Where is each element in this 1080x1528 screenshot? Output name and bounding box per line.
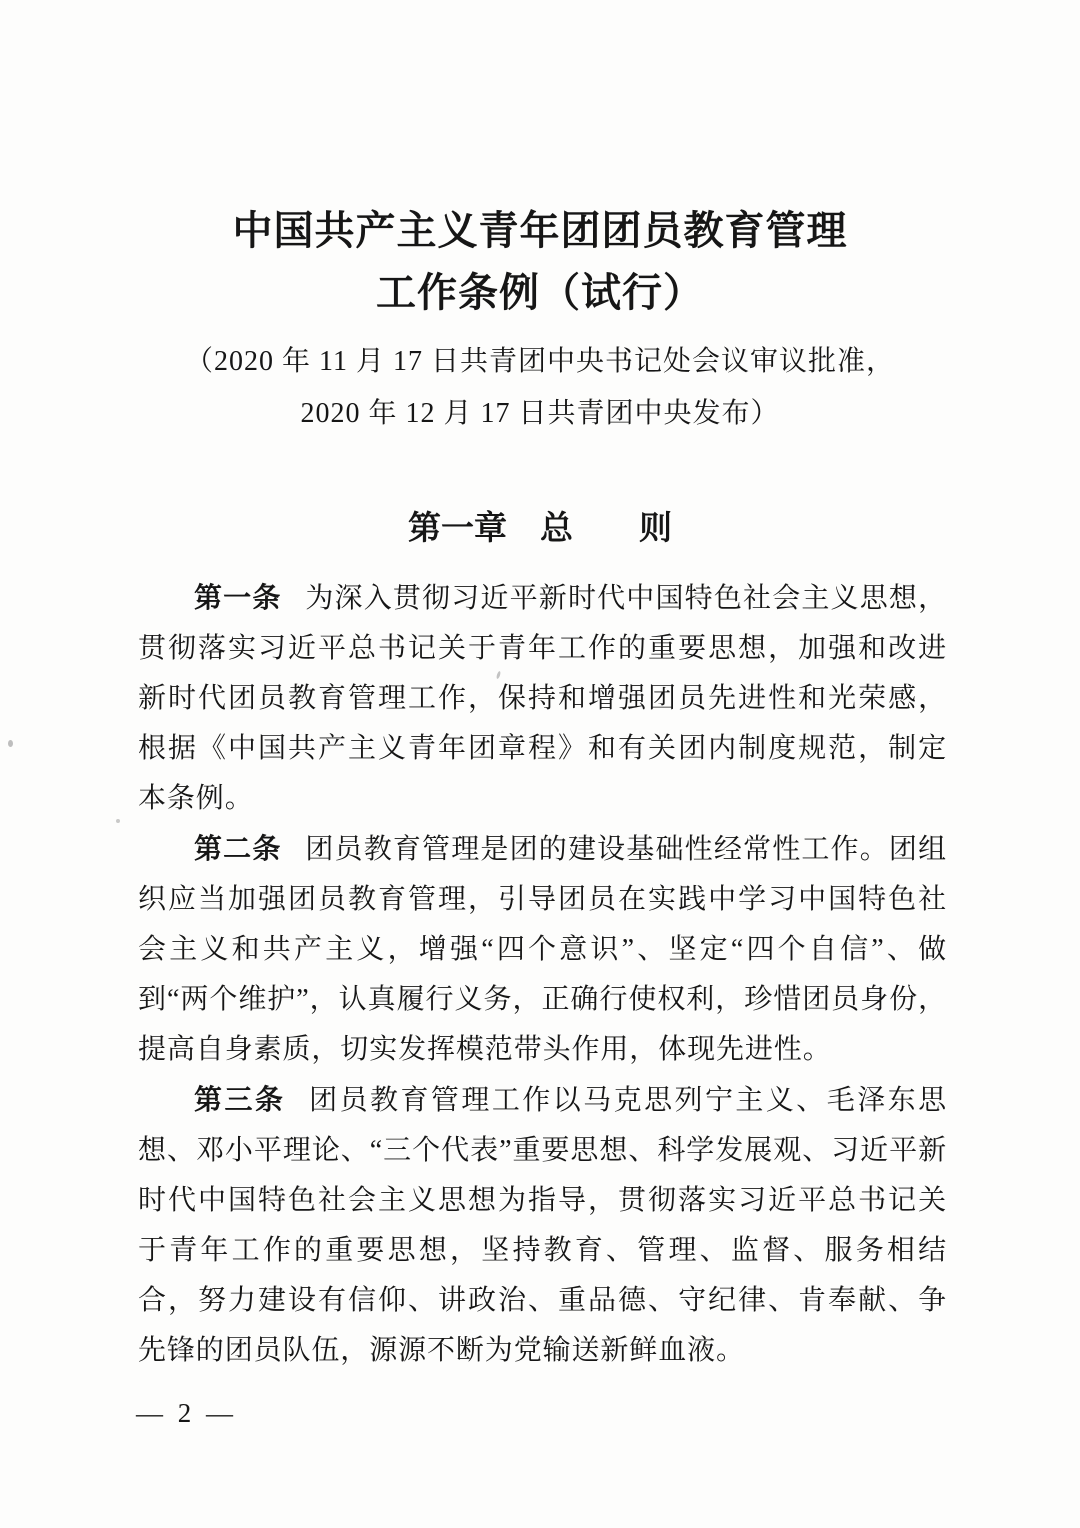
approval-note bbox=[0, 336, 1080, 440]
scan-artifact bbox=[8, 740, 13, 747]
article-number-label: 第三条 bbox=[194, 1083, 286, 1116]
chapter-heading: 第一章 总 则 bbox=[408, 508, 672, 547]
article-text: 团员教育管理是团的建设基础性经常性工作。团组织应当加强团员教育管理，引导团员在实践中学习中国特色社会主义和共产主义，增强“四个意识”、坚定“四个自信”、做到“两个维护”，认真履行义务，正确行使权利，珍惜团员身份，提高自身素质，切实发挥模范带头作用，体现先进性。 bbox=[138, 834, 947, 1065]
scan-artifact bbox=[116, 819, 120, 823]
approval-note-line1: （2020 年 11 月 17 日共青团中央书记处会议审议批准， bbox=[185, 346, 895, 377]
document-title-line2: 工作条例（试行） bbox=[376, 269, 704, 316]
document-body bbox=[138, 573, 947, 1376]
article-text: 为深入贯彻习近平新时代中国特色社会主义思想，贯彻落实习近平总书记关于青年工作的重要思想，加强和改进新时代团员教育管理工作，保持和增强团员先进性和光荣感，根据《中国共产主义青年团章程》和有关团内制度规范，制定本条例。 bbox=[138, 583, 947, 814]
article-paragraph bbox=[138, 824, 947, 1075]
article-number-label: 第二条 bbox=[194, 832, 282, 865]
document-title-line1: 中国共产主义青年团团员教育管理 bbox=[232, 207, 848, 254]
document-title bbox=[0, 200, 1080, 324]
article-paragraph bbox=[138, 573, 947, 824]
article-text: 团员教育管理工作以马克思列宁主义、毛泽东思想、邓小平理论、“三个代表”重要思想、科学发展观、习近平新时代中国特色社会主义思想为指导，贯彻落实习近平总书记关于青年工作的重要思想，坚持教育、管理、监督、服务相结合，努力建设有信仰、讲政治、重品德、守纪律、肯奉献、争先锋的团员队伍，源源不断为党输送新鲜血液。 bbox=[138, 1085, 947, 1366]
article-paragraph bbox=[138, 1075, 947, 1376]
approval-note-line2: 2020 年 12 月 17 日共青团中央发布） bbox=[300, 398, 780, 429]
page-number: — 2 — bbox=[136, 1398, 237, 1428]
article-number-label: 第一条 bbox=[194, 581, 282, 614]
